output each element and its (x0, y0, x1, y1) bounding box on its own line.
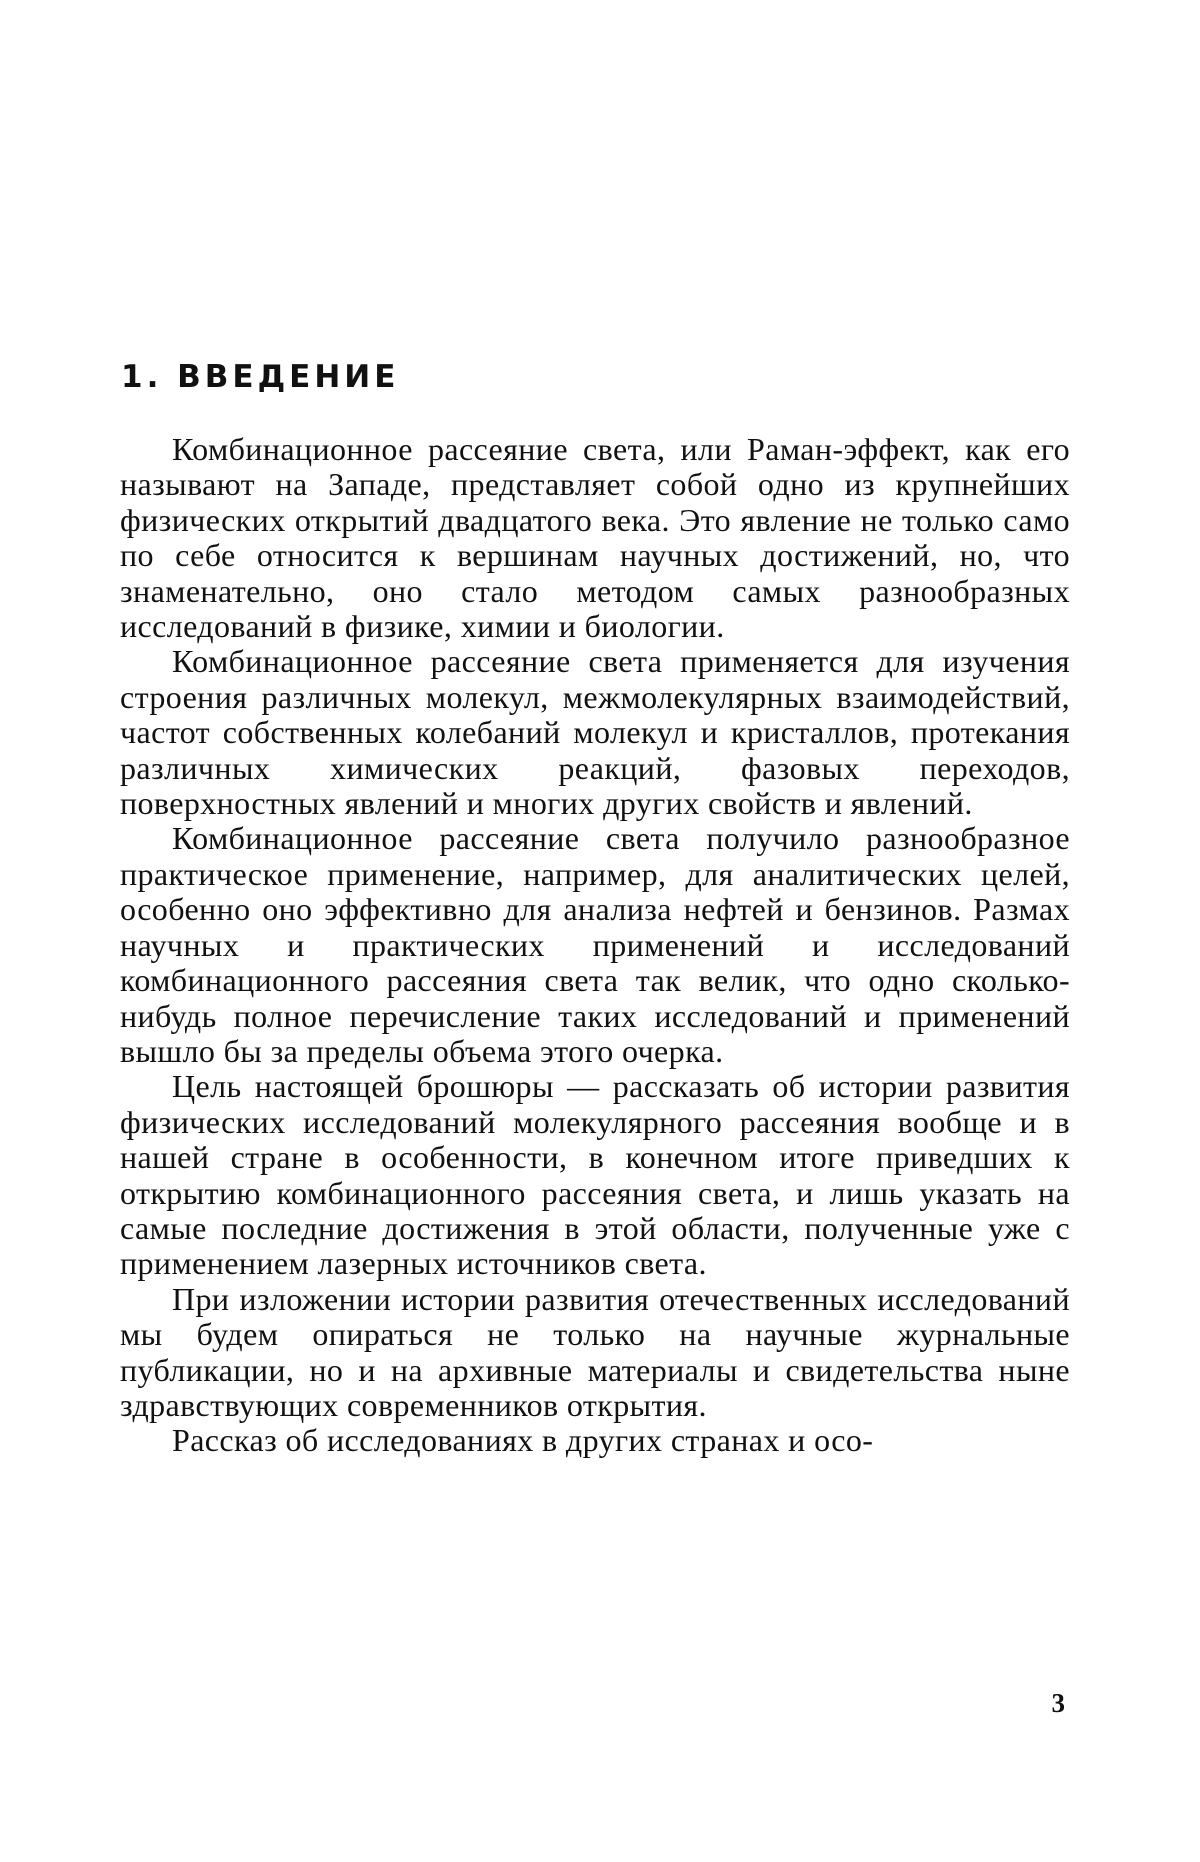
body-text (120, 432, 1070, 1459)
paragraph: Комбинационное рассеяние света применяется для изучения строения различных молекул, межмолекулярных взаимодействий, частот собственных колебаний молекул и кристаллов, протекания различных химических реакций, фазовых переходов, поверхностных явлений и многих других свойств и явлений. (120, 643, 1070, 822)
paragraph: Рассказ об исследованиях в других странах и осо- (172, 1422, 874, 1459)
paragraph: Комбинационное рассеяние света, или Раман-эффект, как его называют на Западе, представляет собой одно из крупнейших физических открытий двадцатого века. Это явление не только само по себе относится к вершинам научных достижений, но, что знаменательно, оно стало методом самых разнообразных исследований в физике, химии и биологии. (120, 431, 1070, 645)
page-number: 3 (1051, 1688, 1065, 1718)
paragraph: Цель настоящей брошюры — рассказать об истории развития физических исследований молекулярного рассеяния вообще и в нашей стране в особенности, в конечном итоге приведших к открытию комбинационного рассеяния света, и лишь указать на самые последние достижения в этой области, полученные уже с применением лазерных источников света. (120, 1068, 1070, 1282)
section-heading: 1. ВВЕДЕНИЕ (121, 359, 400, 395)
paragraph: При изложении истории развития отечественных исследований мы будем опираться не только на научные журнальные публикации, но и на архивные материалы и свидетельства ныне здравствующих современников открытия. (120, 1280, 1070, 1423)
paragraph: Комбинационное рассеяние света получило разнообразное практическое применение, например, для аналитических целей, особенно оно эффективно для анализа нефтей и бензинов. Размах научных и практических применений и исследований комбинационного рассеяния света так велик, что одно сколько-нибудь полное перечисление таких исследований и применений вышло бы за пределы объема этого очерка. (120, 820, 1070, 1069)
